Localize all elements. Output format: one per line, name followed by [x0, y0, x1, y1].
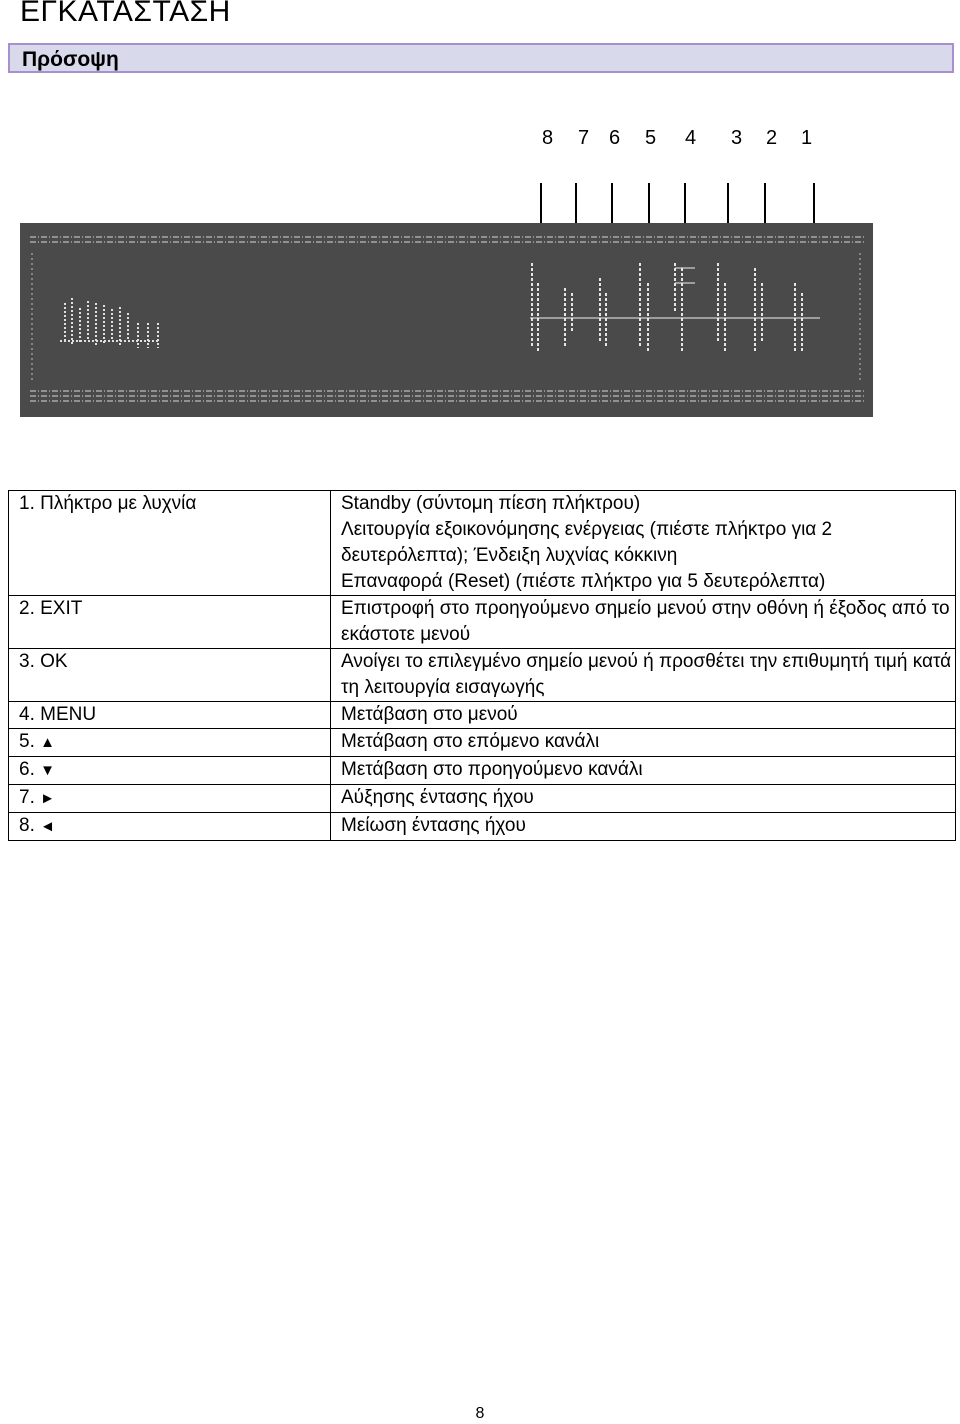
key-description: Αύξησης έντασης ήχου — [331, 785, 956, 813]
table-row — [9, 596, 956, 649]
key-description: Μετάβαση στο επόμενο κανάλι — [331, 729, 956, 757]
callout-number: 4 — [685, 127, 697, 149]
callout-number: 7 — [578, 127, 590, 149]
callout-line — [813, 183, 815, 227]
table-row — [9, 729, 956, 757]
table-row — [9, 702, 956, 729]
callout-line — [764, 183, 766, 227]
key-number: 8. — [19, 815, 35, 836]
callout-number: 2 — [766, 127, 778, 149]
left-arrow-icon: ◄ — [40, 818, 55, 835]
key-number: 7. — [19, 787, 35, 808]
key-number: 6. — [19, 759, 35, 780]
right-arrow-icon: ► — [40, 790, 55, 807]
key-number: 5. — [19, 731, 35, 752]
callout-number: 5 — [645, 127, 657, 149]
callout-line — [648, 183, 650, 227]
table-row — [9, 649, 956, 702]
section-header — [8, 43, 954, 73]
key-description: Επιστροφή στο προηγούμενο σημείο μενού στην οθόνη ή έξοδος από το εκάστοτε μενού — [331, 596, 956, 649]
description-line: Επαναφορά (Reset) (πιέστε πλήκτρο για 5 δευτερόλεπτα) — [341, 571, 826, 592]
callout-number: 6 — [609, 127, 621, 149]
key-name: 2. EXIT — [9, 596, 331, 649]
down-arrow-icon: ▼ — [40, 762, 55, 779]
callout-line — [611, 183, 613, 227]
description-line: Standby (σύντομη πίεση πλήκτρου) — [341, 493, 641, 514]
section-title: Πρόσοψη — [22, 48, 119, 71]
key-name — [9, 729, 331, 757]
key-description: Μετάβαση στο μενού — [331, 702, 956, 729]
table-row — [9, 757, 956, 785]
key-name — [9, 757, 331, 785]
page-title: ΕΓΚΑΤΑΣΤΑΣΗ — [20, 0, 231, 28]
key-description — [331, 491, 956, 596]
key-name: 1. Πλήκτρο με λυχνία — [9, 491, 331, 596]
page-number: 8 — [475, 1405, 485, 1422]
callout-line — [727, 183, 729, 227]
key-description: Ανοίγει το επιλεγμένο σημείο μενού ή προσθέτει την επιθυμητή τιμή κατά τη λειτουργία εισαγωγής — [331, 649, 956, 702]
description-line: Λειτουργία εξοικονόμησης ενέργειας (πιέστε πλήκτρο για 2 δευτερόλεπτα); Ένδειξη λυχνίας κόκκινη — [341, 519, 833, 566]
key-name: 3. OK — [9, 649, 331, 702]
key-description: Μετάβαση στο προηγούμενο κανάλι — [331, 757, 956, 785]
device-front-panel-image — [20, 223, 873, 417]
key-name — [9, 813, 331, 841]
callout-line — [684, 183, 686, 227]
table-row — [9, 491, 956, 596]
callout-line — [575, 183, 577, 227]
key-description-table — [8, 490, 956, 841]
key-description: Μείωση έντασης ήχου — [331, 813, 956, 841]
callout-line — [540, 183, 542, 227]
callout-number: 3 — [731, 127, 743, 149]
table-row — [9, 813, 956, 841]
key-name: 4. MENU — [9, 702, 331, 729]
up-arrow-icon: ▲ — [40, 734, 55, 751]
callout-number: 1 — [801, 127, 813, 149]
callout-number: 8 — [542, 127, 554, 149]
key-name — [9, 785, 331, 813]
table-row — [9, 785, 956, 813]
